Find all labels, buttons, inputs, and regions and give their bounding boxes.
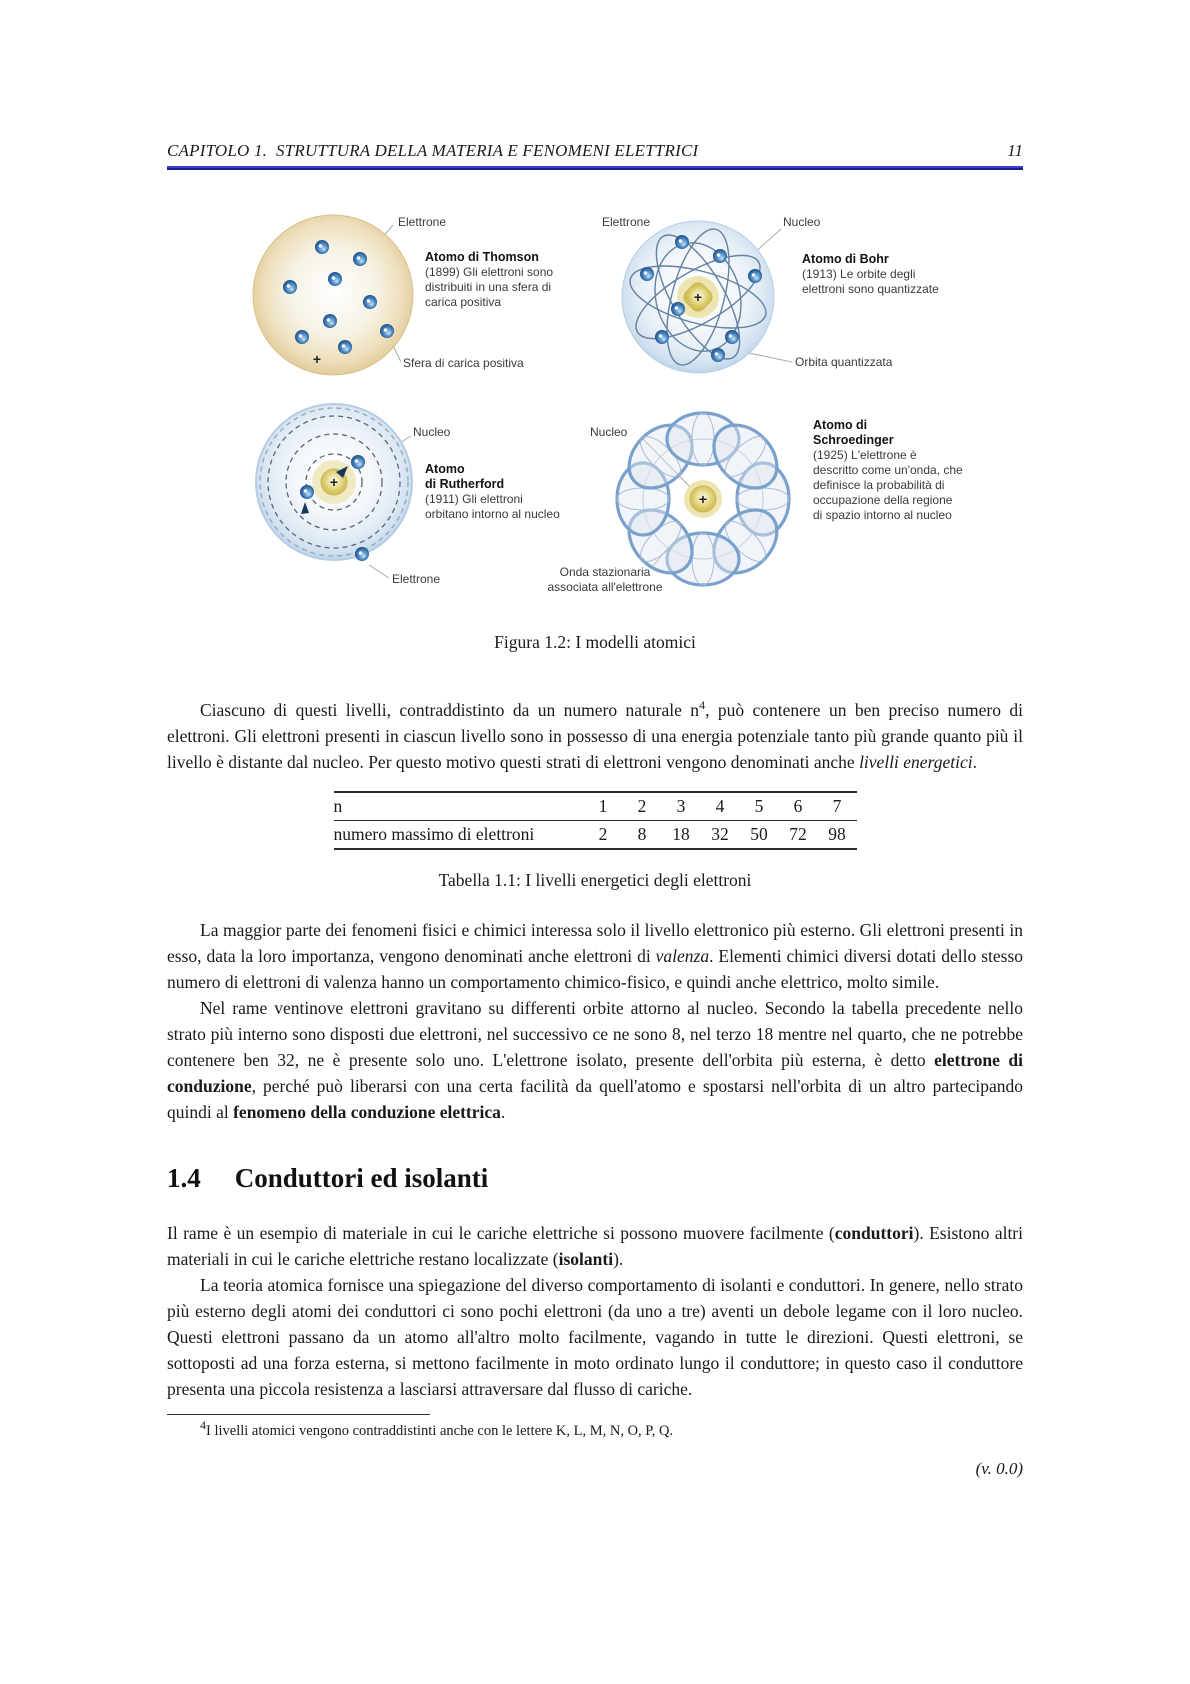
table-cell: 2 [598,824,608,844]
bohr-nucleus-label: Nucleo [783,215,821,229]
rutherford-nucleus-label: Nucleo [413,425,451,439]
table-cell: 72 [789,824,807,844]
table-cell: 4 [715,796,725,816]
table-row-label: n [333,796,343,816]
schroedinger-diagram [617,413,790,586]
bohr-title: Atomo di Bohr [802,252,889,266]
table-cell: 8 [637,824,647,844]
plus-symbol: + [693,289,703,305]
table-cell: 2 [637,796,647,816]
paragraph-valence: La maggior parte dei fenomeni fisici e chimici interessa solo il livello elettronico più esterno. Gli elettroni presenti in esso, data la loro importanza, vengono denominati anche elettroni di valenza. Elementi chimici diversi dotati dello stesso numero di elettroni di valenza hanno un comportamento chimico-fisico, e quindi anche elettrico, molto simile. [167,920,1023,992]
paragraph-levels: Ciascuno di questi livelli, contraddistinto da un numero naturale $n^4$, può contenere un ben preciso numero di elettroni. Gli elettroni presenti in ciascun livello sono in possesso di una energia potenziale tanto più grande quanto più il livello è distante dal nucleo. Per questo motivo questi strati di elettroni vengono denominati anche livelli energetici. [167,698,1023,772]
schroedinger-nucleus-label: Nucleo [590,425,628,439]
bohr-desc: (1913) Le orbite degli elettroni sono quantizzate [802,267,939,296]
table-row [334,821,857,850]
rutherford-caption-block [425,462,560,522]
footnote-text: I livelli atomici vengono contraddistinti anche con le lettere K, L, M, N, O, P, Q. [206,1423,674,1439]
rutherford-diagram [256,404,412,561]
rutherford-title-line1: Atomo [425,462,465,476]
paragraph-atomic-theory: La teoria atomica fornisce una spiegazione del diverso comportamento di isolanti e conduttori. In genere, nello strato più esterno degli atomi dei conduttori ci sono pochi elettroni (da uno a tre) aventi un debole legame con il loro nucleo. Questi elettroni passano da un atomo all'altro molto facilmente, vagando in tutte le direzioni. Questi elettroni, se sottoposti ad una forza esterna, si mettono facilmente in moto ordinato lungo il conduttore; in questo caso il conduttore presenta una piccola resistenza a lasciarsi attraversare dal flusso di cariche. [167,1275,1023,1399]
standing-wave-label-line2: associata all'elettrone [547,580,663,594]
section-number: 1.4 [167,1163,201,1193]
table-cell: 1 [598,796,608,816]
paragraph-conductors: Il rame è un esempio di materiale in cui le cariche elettriche si possono muovere facilmente (conduttori). Esistono altri materiali in cui le cariche elettriche restano localizzate (isolanti). [167,1223,1023,1269]
bohr-diagram [622,221,774,373]
thomson-caption-block [425,250,565,310]
plus-symbol: + [698,491,708,507]
footnote-rule [167,1414,430,1415]
chapter-running-title: CAPITOLO 1. STRUTTURA DELLA MATERIA E FENOMENI ELETTRICI [167,141,699,160]
thomson-electron-label: Elettrone [398,215,447,229]
thomson-title: Atomo di Thomson [425,250,539,264]
footnote-marker: 4 [200,1418,206,1433]
table-cell: 50 [750,824,768,844]
footnote [167,1418,1023,1441]
figure-caption: Figura 1.2: I modelli atomici [494,632,696,652]
bohr-orbit-label: Orbita quantizzata [795,355,893,369]
nucleus-icon [312,460,356,504]
bohr-caption-block [802,252,942,297]
table-cell: 18 [672,824,690,844]
positive-sphere [253,215,413,375]
thomson-desc: (1899) Gli elettroni sono distribuiti in una sfera di carica positiva [425,265,554,309]
nucleus-icon [684,480,722,518]
table-cell: 98 [828,824,846,844]
table-cell: 32 [711,824,729,844]
version-label: (v. 0.0) [975,1459,1023,1478]
schroedinger-title-line1: Atomo di [813,418,868,432]
schroedinger-caption-block [813,418,963,523]
figure-atomic-models [225,194,965,614]
rutherford-electron-label: Elettrone [392,572,441,586]
schroedinger-desc: (1925) L'elettrone è descritto come un'onda, che definisce la probabilità di occupazione della regione di spazio intorno al nucleo [813,448,963,522]
paragraph-copper: Nel rame ventinove elettroni gravitano su differenti orbite attorno al nucleo. Secondo la tabella precedente nello strato più interno sono disposti due elettroni, nel successivo ce ne sono 8, nel terzo 18 mentre nel quarto, che ne potrebbe contenere ben 32, ne è presente solo uno. L'elettrone isolato, presente dell'orbita più esterna, è detto elettrone di conduzione, perché può liberarsi con una certa facilità da quell'atomo e spostarsi nell'orbita di un altro partecipando quindi al fenomeno della conduzione elettrica. [167,998,1023,1122]
energy-levels-table [334,791,857,850]
thomson-sphere-label: Sfera di carica positiva [403,356,524,370]
thomson-diagram [253,215,413,375]
table-cell: 6 [793,796,803,816]
page-number: 11 [1007,141,1023,160]
table-cell: 7 [832,796,842,816]
table-row-label: numero massimo di elettroni [333,824,535,844]
standing-wave-label [520,565,690,595]
table-caption: Tabella 1.1: I livelli energetici degli elettroni [438,870,752,890]
header-rule [167,166,1023,170]
rutherford-title-line2: di Rutherford [425,477,505,491]
plus-symbol: + [329,474,339,490]
table-cell: 5 [754,796,764,816]
table-row [334,792,857,821]
rutherford-desc: (1911) Gli elettroni orbitano intorno al nucleo [425,492,560,521]
bohr-electron-label: Elettrone [602,215,651,229]
standing-wave-label-line1: Onda stazionaria [559,565,651,579]
page-header [167,0,1023,161]
section-title: Conduttori ed isolanti [234,1163,489,1193]
section-heading [167,1163,1023,1194]
plus-symbol: + [312,351,322,367]
table-cell: 3 [676,796,686,816]
schroedinger-title-line2: Schroedinger [813,433,894,447]
